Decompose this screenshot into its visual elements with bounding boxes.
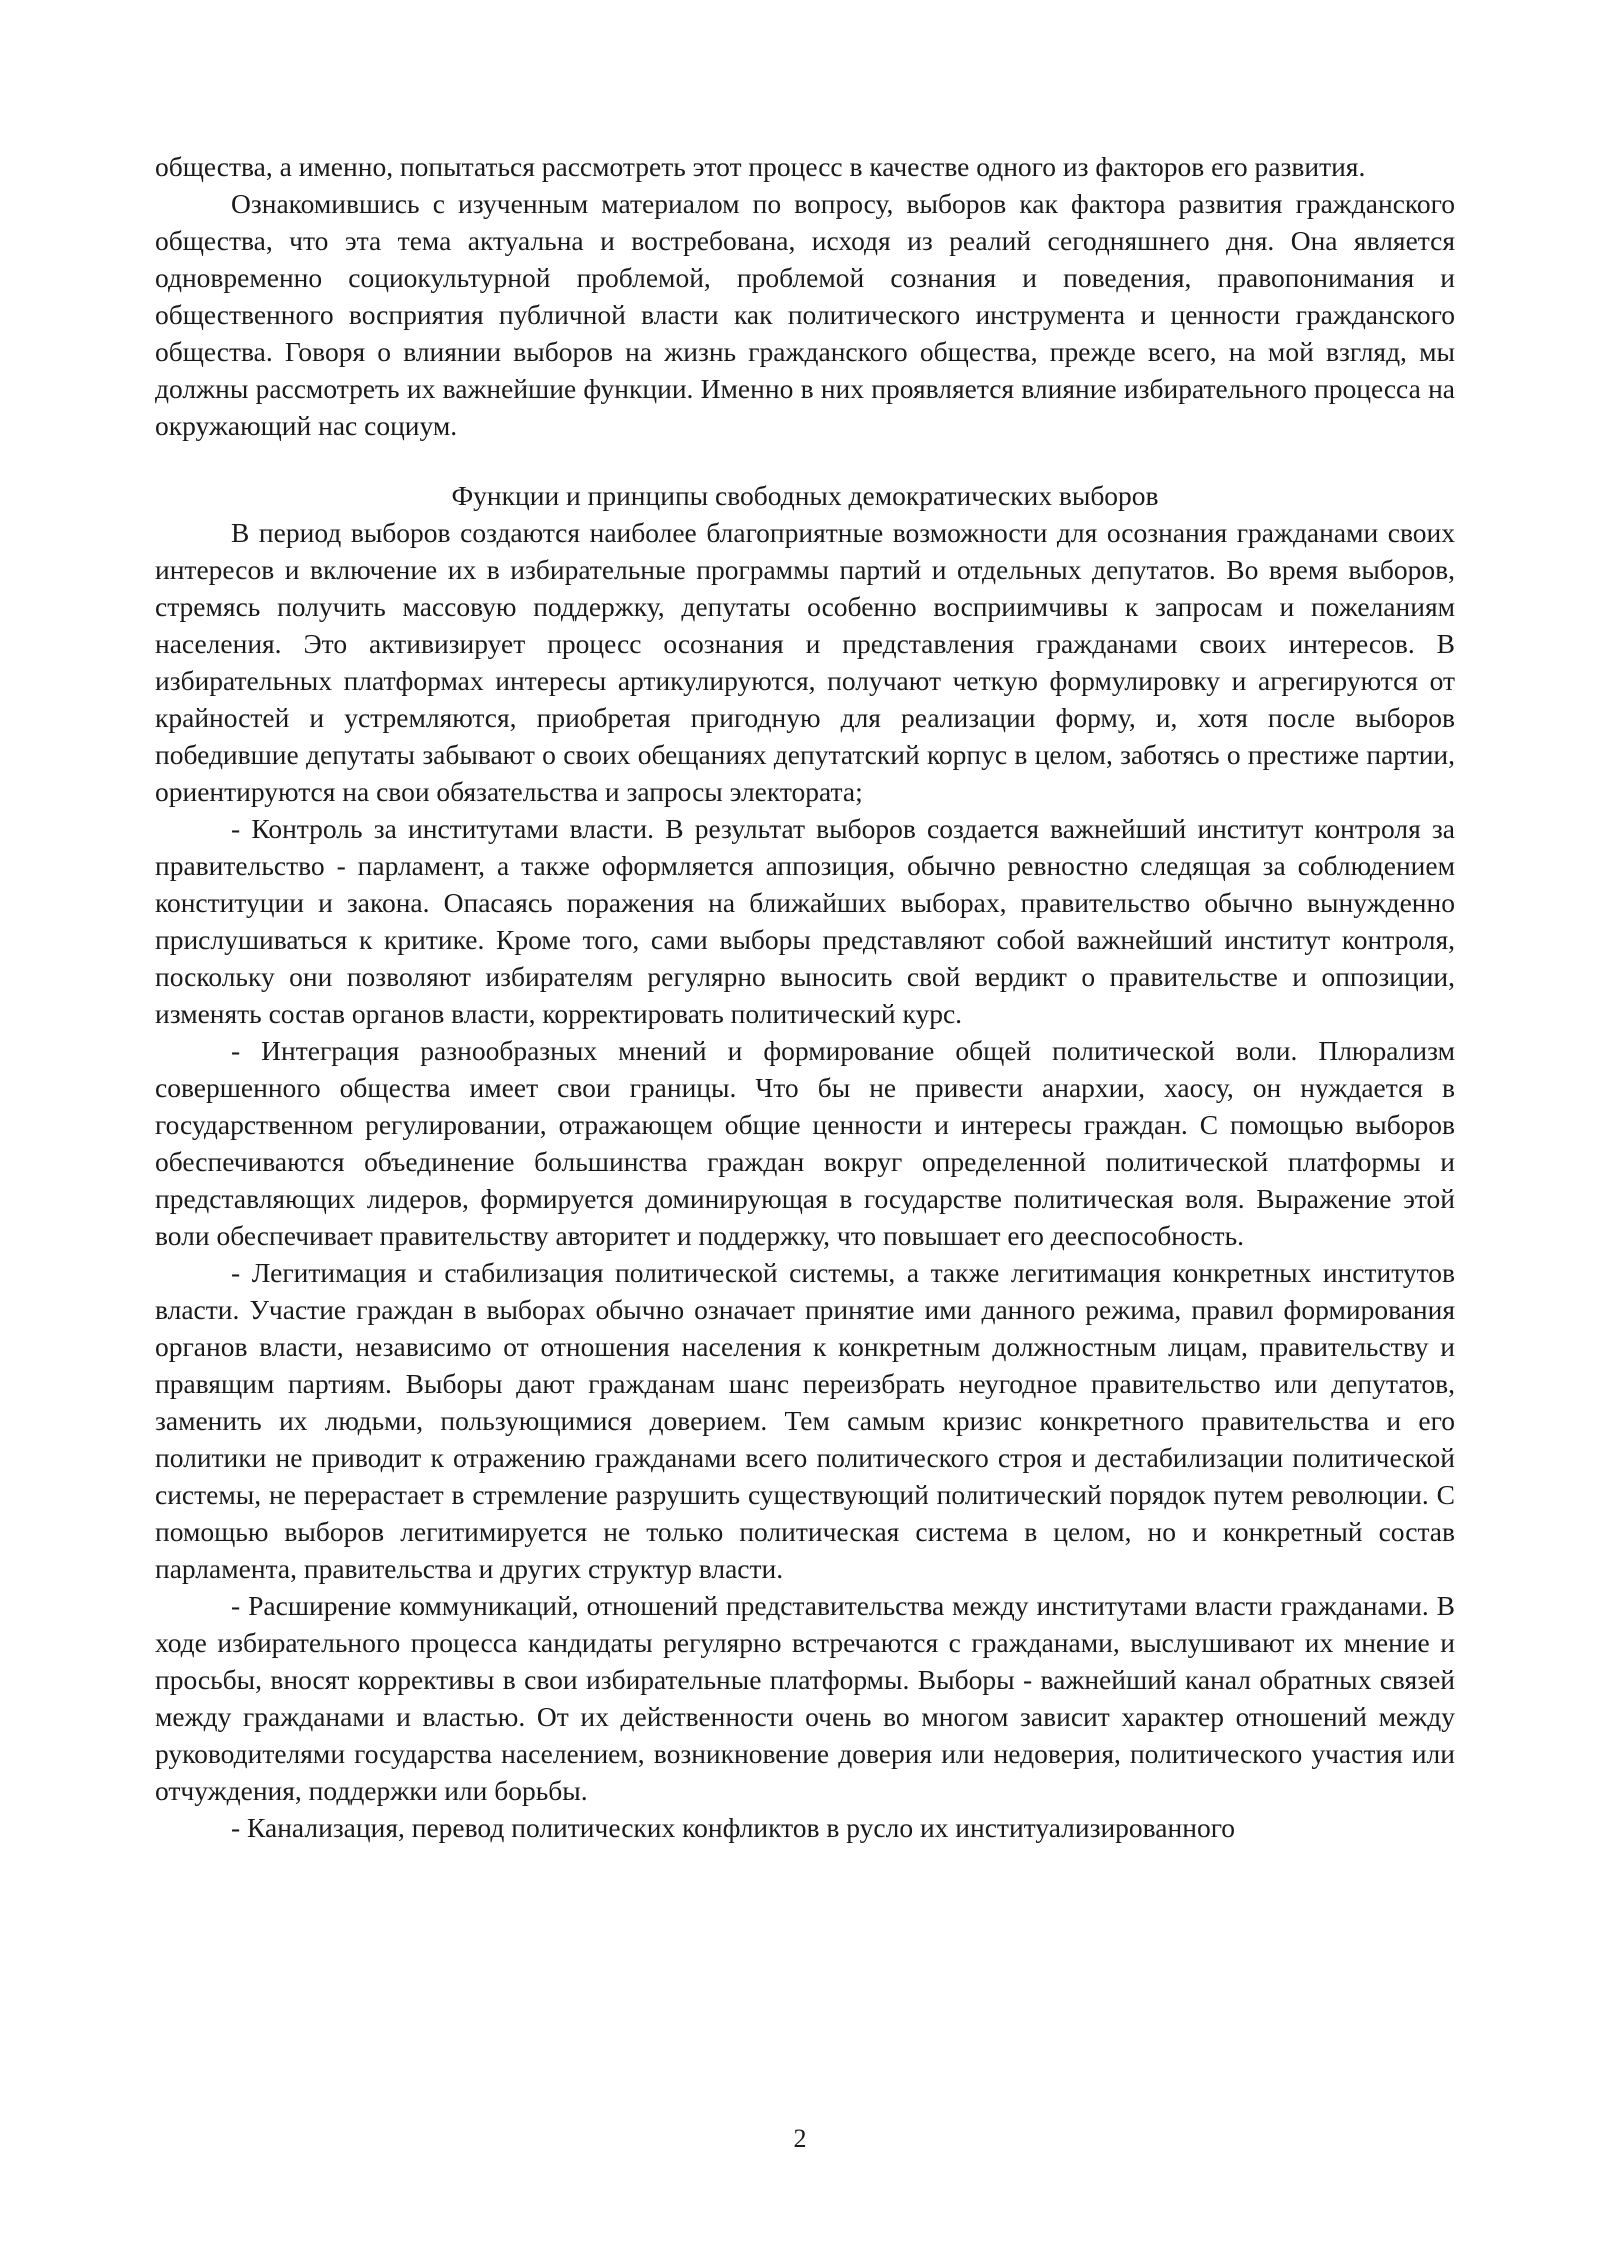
paragraph-continuation: общества, а именно, попытаться рассмотреть этот процесс в качестве одного из факторов его развития. — [155, 151, 1366, 182]
document-page — [155, 148, 1455, 1846]
paragraph-integration: - Интеграция разнообразных мнений и формирование общей политической воли. Плюрализм совершенного общества имеет свои границы. Что бы не привести анархии, хаосу, он нуждается в государственном регулировании, отражающем общие ценности и интересы граждан. С помощью выборов обеспечиваются объединение большинства граждан вокруг определенной политической платформы и представляющих лидеров, формируется доминирующая в государстве политическая воля. Выражение этой воли обеспечивает правительству авторитет и поддержку, что повышает его дееспособность. — [155, 1035, 1455, 1251]
paragraph-control: - Контроль за институтами власти. В результат выборов создается важнейший институт контроля за правительство - парламент, а также оформляется аппозиция, обычно ревностно следящая за соблюдением конституции и закона. Опасаясь поражения на ближайших выборах, правительство обычно вынужденно прислушиваться к критике. Кроме того, сами выборы представляют собой важнейший институт контроля, поскольку они позволяют избирателям регулярно выносить свой вердикт о правительстве и оппозиции, изменять состав органов власти, корректировать политический курс. — [155, 813, 1455, 1029]
page-number: 2 — [793, 2124, 807, 2153]
paragraph-canalization: - Канализация, перевод политических конфликтов в русло их институализированного — [231, 1812, 1236, 1843]
paragraph-election-period: В период выборов создаются наиболее благоприятные возможности для осознания гражданами своих интересов и включение их в избирательные программы партий и отдельных депутатов. Во время выборов, стремясь получить массовую поддержку, депутаты особенно восприимчивы к запросам и пожеланиям населения. Это активизирует процесс осознания и представления гражданами своих интересов. В избирательных платформах интересы артикулируются, получают четкую формулировку и агрегируются от крайностей и устремляются, приобретая пригодную для реализации форму, и, хотя после выборов победившие депутаты забывают о своих обещаниях депутатский корпус в целом, заботясь о престиже партии, ориентируются на свои обязательства и запросы электората; — [155, 517, 1455, 807]
paragraph-legitimation: - Легитимация и стабилизация политической системы, а также легитимация конкретных институтов власти. Участие граждан в выборах обычно означает принятие ими данного режима, правил формирования органов власти, независимо от отношения населения к конкретным должностным лицам, правительству и правящим партиям. Выборы дают гражданам шанс переизбрать неугодное правительство или депутатов, заменить их людьми, пользующимися доверием. Тем самым кризис конкретного правительства и его политики не приводит к отражению гражданами всего политического строя и дестабилизации политической системы, не перерастает в стремление разрушить существующий политический порядок путем революции. С помощью выборов легитимируется не только политическая система в целом, но и конкретный состав парламента, правительства и других структур власти. — [155, 1257, 1455, 1584]
paragraph-communication: - Расширение коммуникаций, отношений представительства между институтами власти гражданами. В ходе избирательного процесса кандидаты регулярно встречаются с гражданами, выслушивают их мнение и просьбы, вносят коррективы в свои избирательные платформы. Выборы - важнейший канал обратных связей между гражданами и властью. От их действенности очень во многом зависит характер отношений между руководителями государства населением, возникновение доверия или недоверия, политического участия или отчуждения, поддержки или борьбы. — [155, 1590, 1455, 1806]
section-heading: Функции и принципы свободных демократических выборов — [451, 480, 1159, 511]
paragraph-intro: Ознакомившись с изученным материалом по вопросу, выборов как фактора развития гражданского общества, что эта тема актуальна и востребована, исходя из реалий сегодняшнего дня. Она является одновременно социокультурной проблемой, проблемой сознания и поведения, правопонимания и общественного восприятия публичной власти как политического инструмента и ценности гражданского общества. Говоря о влиянии выборов на жизнь гражданского общества, прежде всего, на мой взгляд, мы должны рассмотреть их важнейшие функции. Именно в них проявляется влияние избирательного процесса на окружающий нас социум. — [155, 188, 1455, 441]
